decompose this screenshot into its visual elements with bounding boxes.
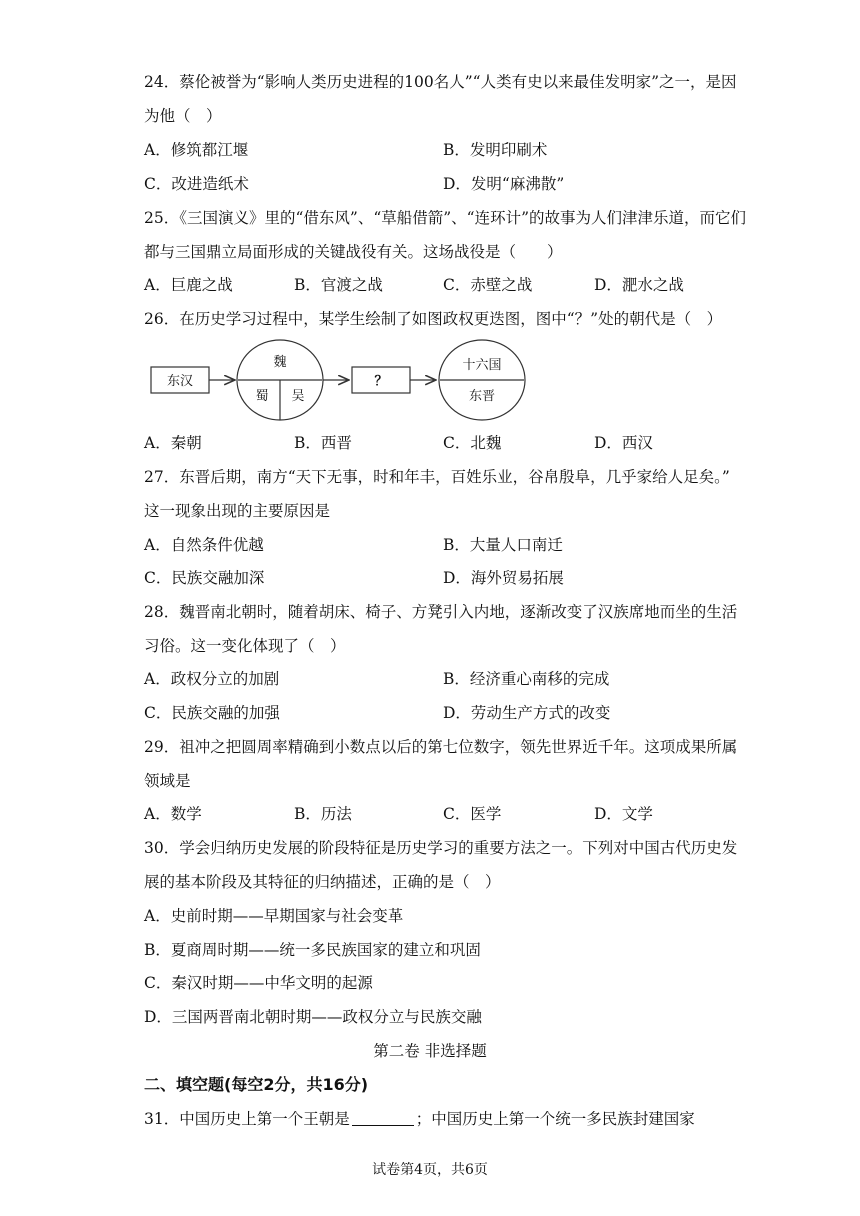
q30-option-d[interactable]: D．三国两晋南北朝时期——政权分立与民族交融: [144, 1008, 482, 1026]
q28-option-b[interactable]: B．经济重心南移的完成: [443, 670, 610, 688]
q25-option-a[interactable]: A．巨鹿之战: [144, 276, 233, 294]
q31-stem: [144, 1109, 695, 1129]
q30-stem-line2: 展的基本阶段及其特征的归纳描述，正确的是（ ）: [144, 873, 501, 891]
fill-in-heading: 二、填空题(每空2分，共16分): [144, 1075, 369, 1094]
q25-stem-line1: 25．《三国演义》里的“借东风”、“草船借箭”、“连环计”的故事为人们津津乐道，而它们: [144, 209, 747, 227]
q28-stem-line1: 28．魏晋南北朝时，随着胡床、椅子、方凳引入内地，逐渐改变了汉族席地而坐的生活: [144, 603, 738, 621]
q30-option-c[interactable]: C．秦汉时期——中华文明的起源: [144, 974, 373, 992]
q24-stem-line1: 24．蔡伦被誉为“影响人类历史进程的100名人”“人类有史以来最佳发明家”之一，是因: [144, 73, 737, 91]
q24-stem-line2: 为他（ ）: [144, 107, 222, 125]
q26-option-d[interactable]: D．西汉: [594, 434, 653, 452]
diagram-dongjin: 东晋: [468, 389, 496, 404]
diagram-box-unknown: ？: [374, 374, 388, 389]
q31-part1: 31．中国历史上第一个王朝是: [144, 1110, 350, 1128]
q26-stem-line1: 26．在历史学习过程中，某学生绘制了如图政权更迭图，图中“？”处的朝代是（ ）: [144, 310, 723, 328]
q25-option-b[interactable]: B．官渡之战: [294, 276, 383, 294]
section2-title: 第二卷 非选择题: [373, 1042, 487, 1060]
q28-stem-line2: 习俗。这一变化体现了（ ）: [144, 637, 346, 655]
q27-stem-line2: 这一现象出现的主要原因是: [144, 502, 331, 520]
q29-option-a[interactable]: A．数学: [144, 805, 202, 823]
q29-stem-line2: 领域是: [144, 772, 191, 790]
q24-option-b[interactable]: B．发明印刷术: [443, 141, 548, 159]
q25-option-c[interactable]: C．赤壁之战: [443, 276, 533, 294]
page-footer: 试卷第4页，共6页: [372, 1162, 488, 1178]
q30-stem-line1: 30．学会归纳历史发展的阶段特征是历史学习的重要方法之一。下列对中国古代历史发: [144, 839, 738, 857]
q27-option-d[interactable]: D．海外贸易拓展: [443, 569, 564, 587]
diagram-sixteen-kingdoms: 十六国: [462, 358, 502, 373]
q28-option-c[interactable]: C．民族交融的加强: [144, 704, 280, 722]
q24-option-c[interactable]: C．改进造纸术: [144, 175, 249, 193]
q24-option-a[interactable]: A．修筑都江堰: [144, 141, 249, 159]
diagram-shu: 蜀: [255, 389, 269, 404]
q28-option-d[interactable]: D．劳动生产方式的改变: [443, 704, 611, 722]
q27-option-b[interactable]: B．大量人口南迁: [443, 536, 563, 554]
q31-part2: ；中国历史上第一个统一多民族封建国家: [415, 1110, 695, 1128]
q24-option-d[interactable]: D．发明“麻沸散”: [443, 175, 565, 193]
q27-stem-line1: 27．东晋后期，南方“天下无事，时和年丰，百姓乐业，谷帛殷阜，几乎家给人足矣。”: [144, 468, 730, 486]
diagram-wei: 魏: [273, 355, 287, 370]
q28-option-a[interactable]: A．政权分立的加剧: [144, 670, 280, 688]
q27-option-c[interactable]: C．民族交融加深: [144, 569, 265, 587]
q30-option-b[interactable]: B．夏商周时期——统一多民族国家的建立和巩固: [144, 941, 481, 959]
regime-change-diagram: [140, 338, 540, 424]
diagram-box-donghan: 东汉: [166, 374, 194, 389]
q29-option-b[interactable]: B．历法: [294, 805, 352, 823]
q29-option-c[interactable]: C．医学: [443, 805, 502, 823]
q29-option-d[interactable]: D．文学: [594, 805, 653, 823]
q25-option-d[interactable]: D．淝水之战: [594, 276, 684, 294]
q25-stem-line2: 都与三国鼎立局面形成的关键战役有关。这场战役是（ ）: [144, 243, 563, 261]
q26-option-c[interactable]: C．北魏: [443, 434, 502, 452]
diagram-wu: 吴: [291, 389, 305, 404]
q30-option-a[interactable]: A．史前时期——早期国家与社会变革: [144, 907, 404, 925]
q26-option-a[interactable]: A．秦朝: [144, 434, 202, 452]
q26-option-b[interactable]: B．西晋: [294, 434, 352, 452]
q27-option-a[interactable]: A．自然条件优越: [144, 536, 264, 554]
q31-answer-blank[interactable]: [352, 1109, 414, 1126]
q29-stem-line1: 29．祖冲之把圆周率精确到小数点以后的第七位数字，领先世界近千年。这项成果所属: [144, 738, 738, 756]
